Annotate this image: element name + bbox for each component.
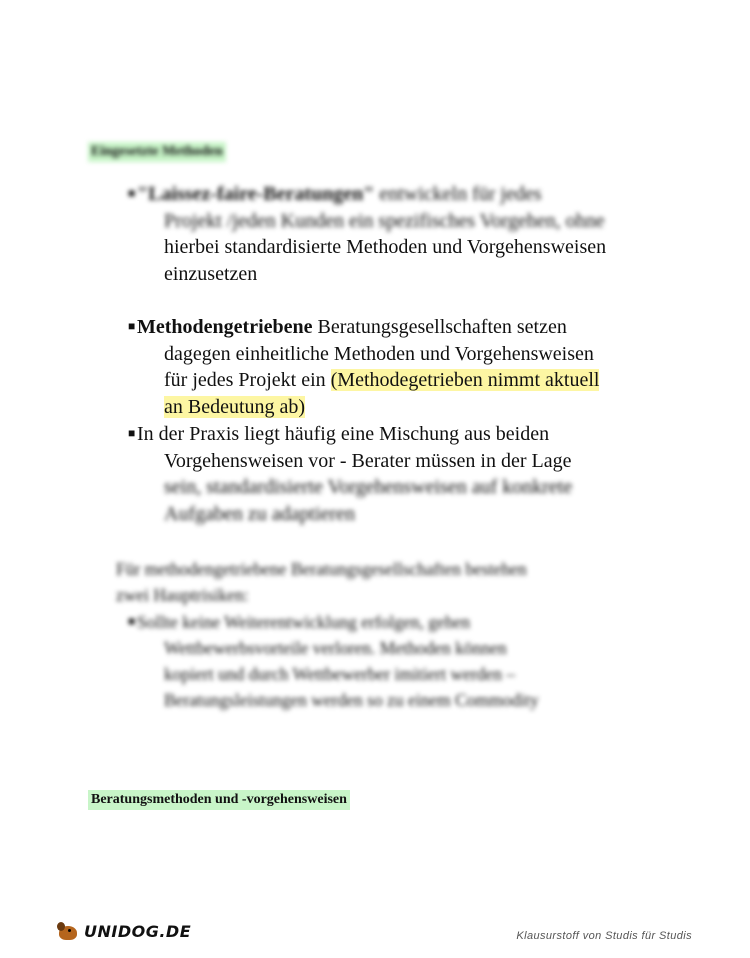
list-item-praxis: ■In der Praxis liegt häufig eine Mischung aus beiden Vorgehensweisen vor - Berater müssen in der Lage sein, standardisierte Vorgehensweisen auf konkrete Aufgaben zu adaptieren [128, 420, 688, 527]
brand-name: UNIDOG.DE [84, 921, 192, 941]
bullet-list-main [128, 180, 688, 527]
bullet-icon: ■ [128, 186, 136, 200]
list-item-risk: ■ Sollte keine Weiterentwicklung erfolgen, gehen Wettbewerbsvorteile verloren. Methoden können kopiert und durch Wettbewerber imitiert werden – Beratungsleistungen werden so zu einem Commodity [128, 608, 676, 713]
list-item-laissez-faire: ■"Laissez-faire-Beratungen" entwickeln für jedes Projekt /jeden Kunden ein spezifisches Vorgehen, ohne hierbei standardisierte Methoden und Vorgehensweisen einzusetzen [128, 180, 688, 287]
highlight-text: an Bedeutung ab) [164, 395, 306, 418]
bullet-icon: ■ [128, 319, 136, 333]
bullet-icon: ■ [128, 614, 136, 628]
unidog-logo [56, 920, 191, 942]
section-heading-top: Eingesetzte Methoden [88, 142, 226, 162]
highlight-text: (Methodegetrieben nimmt aktuell [330, 369, 600, 391]
bullet-icon: ■ [128, 426, 136, 440]
risk-paragraph: Für methodengetriebene Beratungsgesellschaften bestehen zwei Hauptrisiken: ■ Sollte keine Weiterentwicklung erfolgen, gehen Wettbewerbsvorteile verloren. Methoden können kopiert und durch Wettbewerber imitiert werden – Beratungsleistungen werden so zu einem Commodity [116, 556, 676, 713]
section-heading-bottom: Beratungsmethoden und -vorgehensweisen [88, 790, 350, 810]
list-item-methodengetrieben: ■Methodengetriebene Beratungsgesellschaften setzen dagegen einheitliche Methoden und Vorgehensweisen für jedes Projekt ein (Methodegetrieben nimmt aktuell an Bedeutung ab) [128, 313, 688, 420]
dog-icon [56, 920, 80, 942]
footer-tagline: Klausurstoff von Studis für Studis [516, 930, 692, 942]
